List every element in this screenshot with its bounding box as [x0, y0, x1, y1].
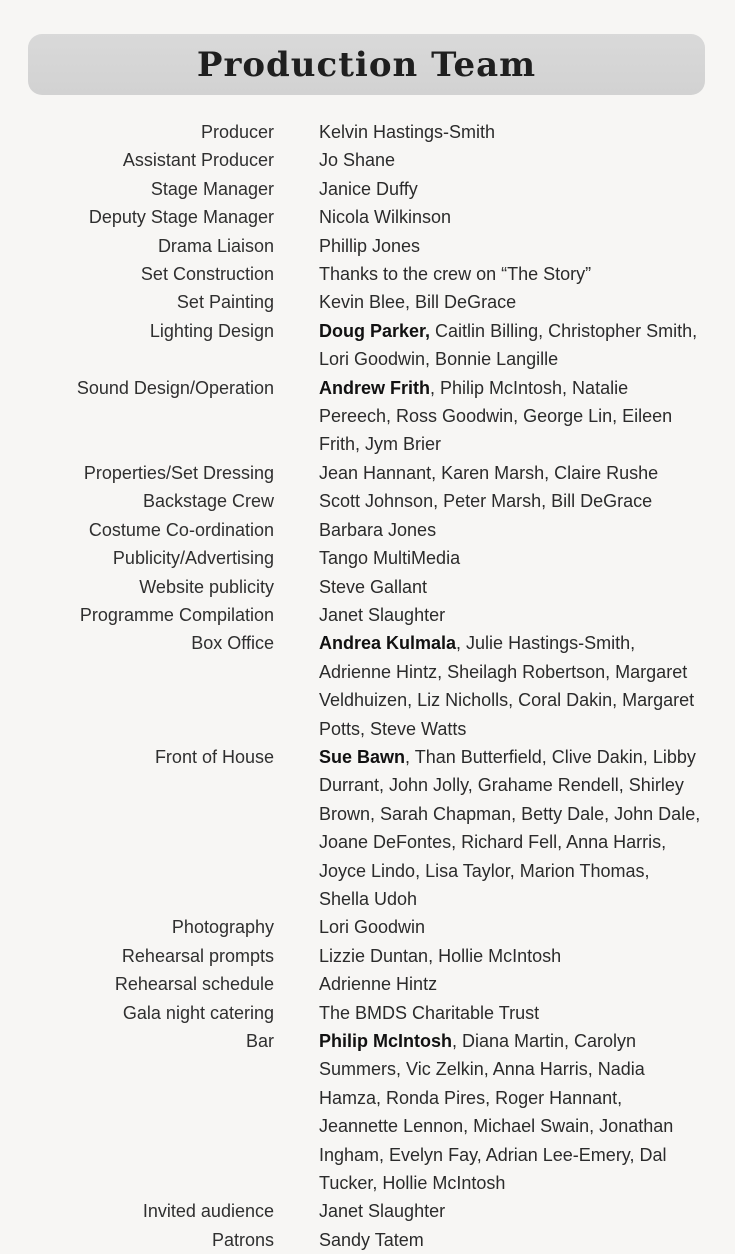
member-names [319, 1197, 704, 1225]
role-label: Programme Compilation [79, 604, 274, 625]
other-names: Jean Hannant, Karen Marsh, Claire Rushe [319, 462, 659, 483]
team-row [0, 999, 735, 1027]
other-names: Tango MultiMedia [319, 548, 461, 569]
team-row [0, 1197, 735, 1225]
member-names [319, 288, 704, 316]
other-names: Caitlin Billing, Christopher Smith, Lori Goodwin, Bonnie Langille [319, 320, 698, 370]
team-row [0, 203, 735, 231]
member-names [319, 516, 704, 544]
role-label: Stage Manager [150, 178, 274, 199]
lead-name: Andrew Frith [319, 377, 430, 398]
team-row [0, 260, 735, 288]
role-label: Assistant Producer [122, 150, 274, 171]
team-row [0, 146, 735, 174]
role-label: Costume Co-ordination [88, 519, 274, 540]
other-names: Scott Johnson, Peter Marsh, Bill DeGrace [319, 491, 653, 512]
member-names [319, 374, 704, 459]
role-label: Lighting Design [149, 320, 274, 341]
member-names [319, 175, 704, 203]
other-names: Phillip Jones [319, 235, 421, 256]
role-label: Front of House [154, 746, 274, 767]
title-banner [28, 34, 705, 95]
role-label: Box Office [191, 633, 274, 654]
role-label: Deputy Stage Manager [88, 207, 274, 228]
member-names [319, 999, 704, 1027]
team-row [0, 601, 735, 629]
lead-name: Sue Bawn [319, 746, 406, 767]
member-names [319, 970, 704, 998]
member-names [319, 942, 704, 970]
team-row [0, 1027, 735, 1197]
member-names [319, 487, 704, 515]
role-label: Set Painting [176, 292, 274, 313]
team-row [0, 317, 735, 374]
team-row [0, 743, 735, 913]
team-row [0, 288, 735, 316]
role-label: Publicity/Advertising [112, 548, 274, 569]
role-label: Rehearsal prompts [121, 945, 274, 966]
other-names: Nicola Wilkinson [319, 207, 452, 228]
other-names: Janice Duffy [319, 178, 418, 199]
other-names: Lizzie Duntan, Hollie McIntosh [319, 945, 562, 966]
role-label: Gala night catering [122, 1002, 274, 1023]
other-names: Janet Slaughter [319, 604, 446, 625]
page-title: Production Team [196, 44, 537, 85]
role-label: Set Construction [140, 264, 274, 285]
member-names [319, 743, 704, 913]
other-names: Steve Gallant [319, 576, 428, 597]
role-label: Photography [171, 917, 274, 938]
member-names [319, 203, 704, 231]
other-names: , Julie Hastings-Smith, Adrienne Hintz, Sheilagh Robertson, Margaret Veldhuizen, Liz Nicholls, Coral Dakin, Margaret Potts, Steve Watts [319, 633, 695, 739]
lead-name: Doug Parker, [319, 320, 431, 341]
member-names [319, 544, 704, 572]
other-names: The BMDS Charitable Trust [319, 1002, 540, 1023]
member-names [319, 1226, 704, 1254]
member-names [319, 459, 704, 487]
role-label: Rehearsal schedule [114, 974, 274, 995]
member-names [319, 601, 704, 629]
team-row [0, 374, 735, 459]
team-row [0, 942, 735, 970]
other-names: Janet Slaughter [319, 1201, 446, 1222]
member-names [319, 913, 704, 941]
team-row [0, 629, 735, 743]
role-label: Backstage Crew [142, 491, 274, 512]
team-row [0, 232, 735, 260]
team-row [0, 487, 735, 515]
member-names [319, 232, 704, 260]
other-names: , Philip McIntosh, Natalie Pereech, Ross Goodwin, George Lin, Eileen Frith, Jym Brier [319, 377, 673, 455]
role-label: Bar [245, 1031, 274, 1051]
other-names: Thanks to the crew on “The Story” [319, 264, 592, 285]
other-names: Jo Shane [319, 150, 396, 171]
member-names [319, 573, 704, 601]
other-names: Lori Goodwin [319, 917, 426, 938]
team-row [0, 913, 735, 941]
other-names: Kelvin Hastings-Smith [319, 122, 496, 142]
role-label: Website publicity [139, 576, 274, 597]
other-names: Kevin Blee, Bill DeGrace [319, 292, 517, 313]
team-row [0, 1226, 735, 1254]
team-row [0, 516, 735, 544]
role-label: Producer [200, 122, 274, 142]
team-row [0, 175, 735, 203]
lead-name: Andrea Kulmala [319, 633, 457, 654]
other-names: Adrienne Hintz [319, 974, 438, 995]
member-names [319, 1027, 704, 1197]
production-team-list [0, 118, 735, 1254]
member-names [319, 260, 704, 288]
team-row [0, 459, 735, 487]
member-names [319, 118, 704, 146]
other-names: , Diana Martin, Carolyn Summers, Vic Zelkin, Anna Harris, Nadia Hamza, Ronda Pires, Roger Hannant, Jeannette Lennon, Michael Swain, Jonathan Ingham, Evelyn Fay, Adrian Lee-Emery, Dal Tucker, Hollie McIntosh [319, 1031, 674, 1194]
other-names: Barbara Jones [319, 519, 437, 540]
team-row [0, 970, 735, 998]
team-row [0, 118, 735, 146]
member-names [319, 317, 704, 374]
lead-name: Philip McIntosh [319, 1031, 452, 1051]
role-label: Drama Liaison [157, 235, 274, 256]
role-label: Sound Design/Operation [76, 377, 274, 398]
role-label: Patrons [211, 1229, 274, 1250]
member-names [319, 629, 704, 743]
member-names [319, 146, 704, 174]
team-row [0, 573, 735, 601]
other-names: , Than Butterfield, Clive Dakin, Libby Durrant, John Jolly, Grahame Rendell, Shirley Brown, Sarah Chapman, Betty Dale, John Dale, Joane DeFontes, Richard Fell, Anna Harris, Joyce Lindo, Lisa Taylor, Marion Thomas, Shella Udoh [319, 746, 701, 909]
team-row [0, 544, 735, 572]
other-names: Sandy Tatem [319, 1229, 424, 1250]
role-label: Invited audience [142, 1201, 274, 1222]
role-label: Properties/Set Dressing [83, 462, 274, 483]
